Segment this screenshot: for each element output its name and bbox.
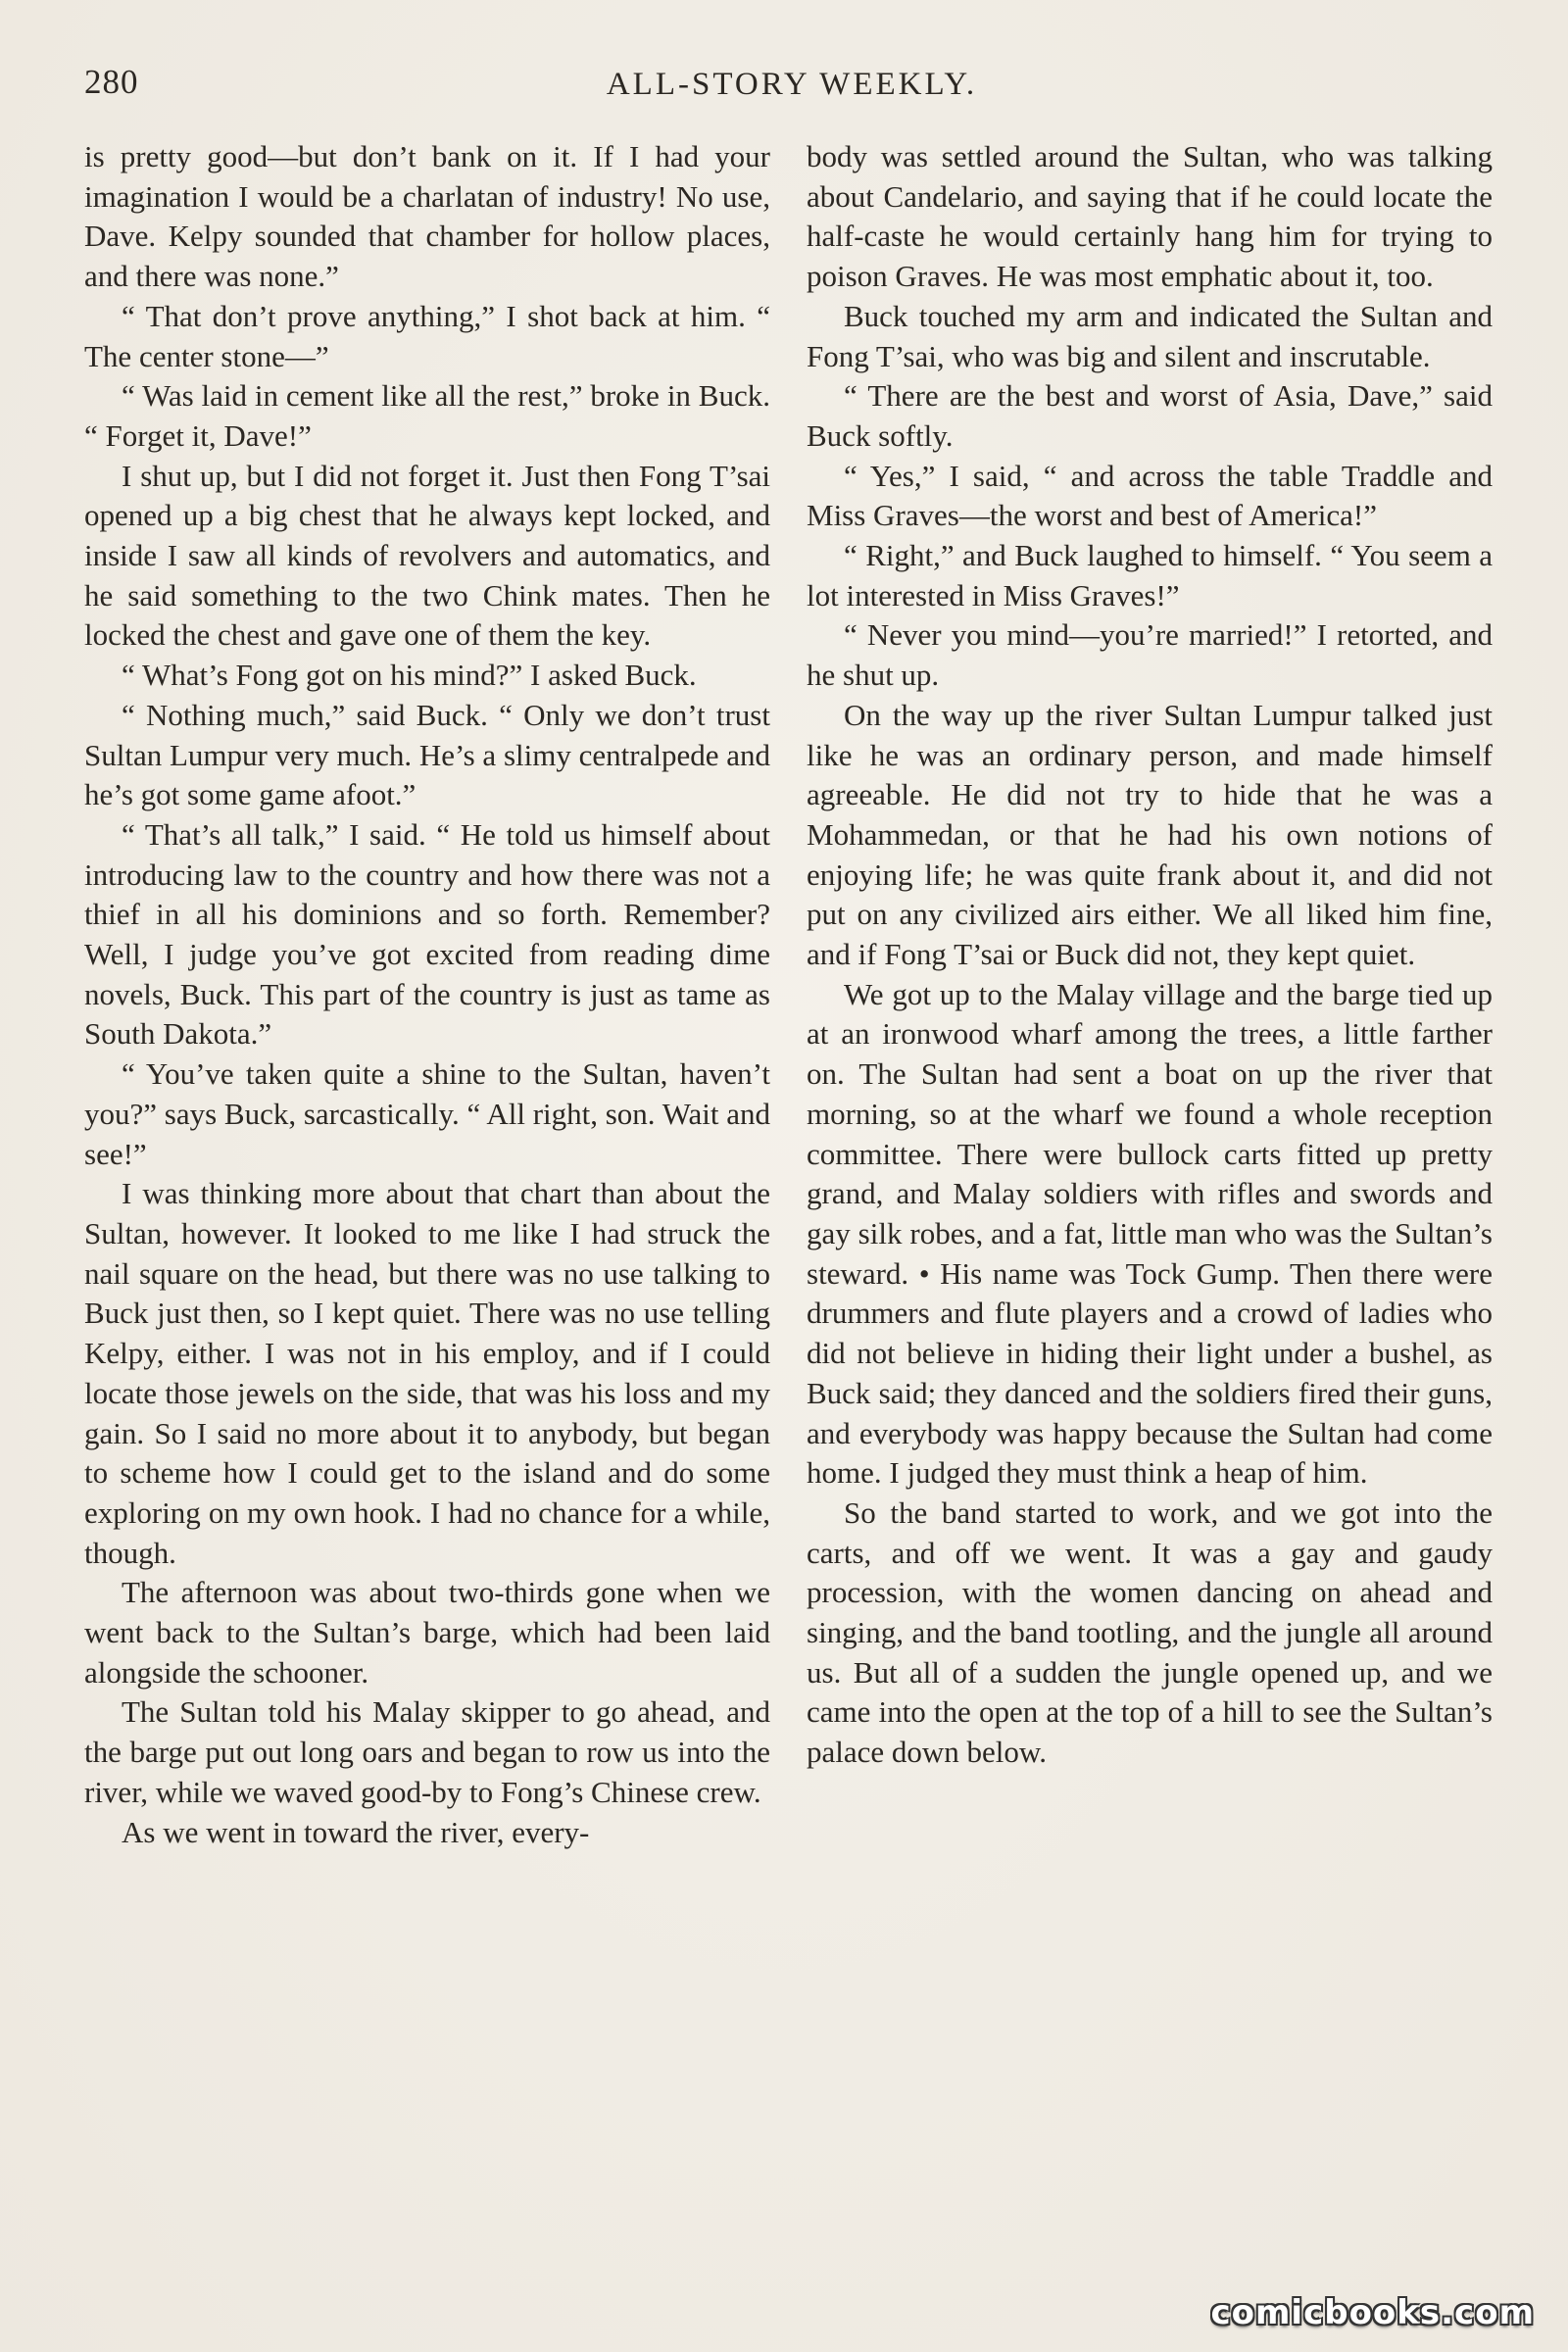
paragraph: Buck touched my arm and indicated the Sultan and Fong T’sai, who was big and silent and inscrutable. [807,298,1493,373]
paragraph: The Sultan told his Malay skipper to go ahead, and the barge put out long oars and began to row us into the river, while we waved good-by to Fong’s Chinese crew. [84,1694,770,1809]
paragraph: “ Yes,” I said, “ and across the table Traddle and Miss Graves—the worst and best of America!” [807,458,1493,533]
right-column [807,137,1493,1773]
paragraph: “ That’s all talk,” I said. “ He told us himself about introducing law to the country and how there was not a thief in all his dominions and so forth. Remember? Well, I judge you’ve got excited from reading dime novels, Buck. This part of the country is just as tame as South Dakota.” [84,816,770,1052]
paragraph: I shut up, but I did not forget it. Just then Fong T’sai opened up a big chest that he always kept locked, and inside I saw all kinds of revolvers and automatics, and he said something to the two Chink mates. Then he locked the chest and gave one of them the key. [84,458,770,653]
paragraph: “ What’s Fong got on his mind?” I asked Buck. [122,658,697,693]
paragraph: We got up to the Malay village and the barge tied up at an ironwood wharf among the trees, a little farther on. The Sultan had sent a boat on up the river that morning, so at the wharf we found a whole reception committee. There were bullock carts fitted up pretty grand, and Malay soldiers with rifles and swords and gay silk robes, and a fat, little man who was the Sultan’s steward. • His name was Tock Gump. Then there were drummers and flute players and a crowd of ladies who did not believe in hiding their light under a bushel, as Buck said; they danced and the soldiers fired their guns, and everybody was happy because the Sultan had come home. I judged they must think a heap of him. [807,976,1493,1491]
paragraph: is pretty good—but don’t bank on it. If I had your imagination I would be a charlatan of industry! No use, Dave. Kelpy sounded that chamber for hollow places, and there was none.” [84,139,770,294]
paragraph: I was thinking more about that chart than about the Sultan, however. It looked to me like I had struck the nail square on the head, but there was no use talking to Buck just then, so I kept quiet. There was no use telling Kelpy, either. I was not in his employ, and if I could locate those jewels on the side, that was his loss and my gain. So I said no more about it to anybody, but began to scheme how I could get to the island and do some exploring on my own hook. I had no chance for a while, though. [84,1176,770,1570]
page-header [84,63,1499,122]
page-number: 280 [84,63,139,101]
paragraph: The afternoon was about two-thirds gone when we went back to the Sultan’s barge, which had been laid alongside the schooner. [84,1575,770,1690]
watermark-logo: comicbooks.com [1210,2293,1535,2332]
left-column [84,137,770,1852]
paragraph: “ Never you mind—you’re married!” I retorted, and he shut up. [807,617,1493,693]
running-head: ALL-STORY WEEKLY. [606,67,978,102]
paragraph: “ Nothing much,” said Buck. “ Only we don’t trust Sultan Lumpur very much. He’s a slimy centralpede and he’s got some game afoot.” [84,697,770,812]
paragraph: “ That don’t prove anything,” I shot back at him. “ The center stone—” [84,298,770,373]
paragraph: So the band started to work, and we got into the carts, and off we went. It was a gay and gaudy procession, with the women dancing on ahead and singing, and the band tootling, and the jungle all around us. But all of a sudden the jungle opened up, and we came into the open at the top of a hill to see the Sultan’s palace down below. [807,1494,1493,1770]
paragraph: “ You’ve taken quite a shine to the Sultan, haven’t you?” says Buck, sarcastically. “ All right, son. Wait and see!” [84,1056,771,1171]
paragraph: “ There are the best and worst of Asia, Dave,” said Buck softly. [807,378,1493,453]
paragraph: “ Was laid in cement like all the rest,” broke in Buck. “ Forget it, Dave!” [84,378,770,453]
paragraph: body was settled around the Sultan, who was talking about Candelario, and saying that if he could locate the half-caste he would certainly hang him for trying to poison Graves. He was most emphatic about it, too. [807,139,1493,294]
paragraph: As we went in toward the river, every- [122,1814,590,1849]
paragraph: On the way up the river Sultan Lumpur talked just like he was an ordinary person, and made himself agreeable. He did not try to hide that he was a Mohammedan, or that he had his own notions of enjoying life; he was quite frank about it, and did not put on any civilized airs either. We all liked him fine, and if Fong T’sai or Buck did not, they kept quiet. [807,697,1493,972]
paragraph: “ Right,” and Buck laughed to himself. “ You seem a lot interested in Miss Graves!” [807,538,1493,612]
